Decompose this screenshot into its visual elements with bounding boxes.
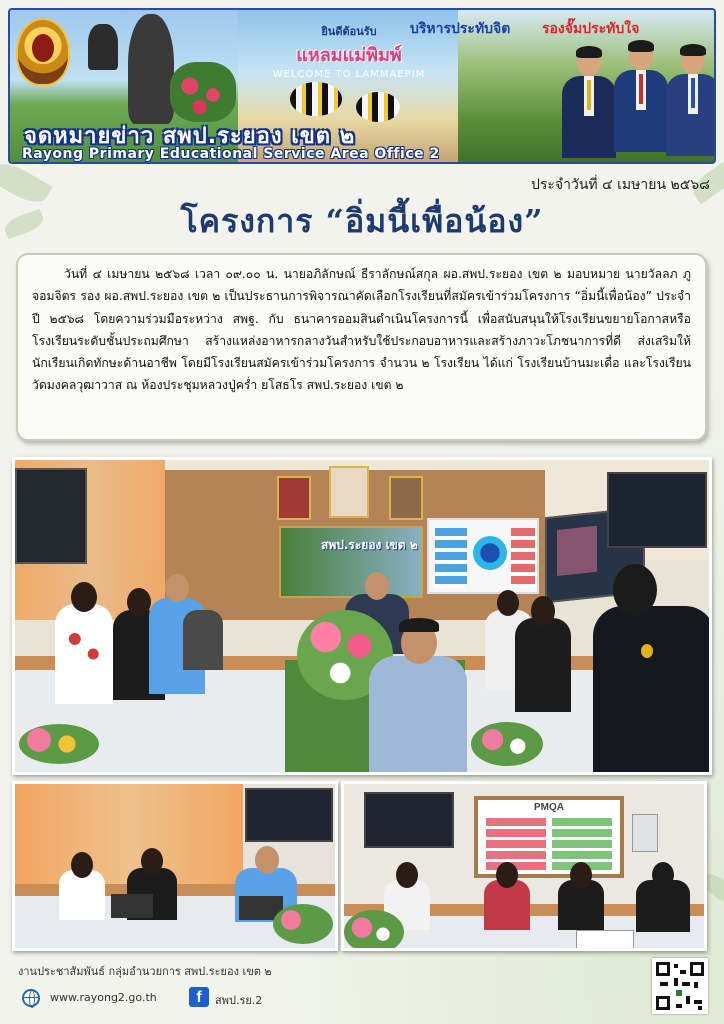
pmqa-board — [474, 796, 624, 878]
air-conditioner — [632, 814, 658, 852]
attendee — [558, 880, 604, 930]
slogan-right: รองจั๊มประทับใจ — [542, 21, 640, 37]
royal-portrait — [277, 476, 311, 520]
footer-credit: งานประชาสัมพันธ์ กลุ่มอำนวยการ สพป.ระยอง เขต ๒ — [18, 965, 272, 978]
article-body: วันที่ ๔ เมษายน ๒๕๖๘ เวลา ๐๙.๐๐ น. นายอภิลักษณ์ ธีราลักษณ์สกุล ผอ.สพป.ระยอง เขต ๒ มอบหมาย นายวัลลภ ภูจอมจิตร รอง ผอ.สพป.ระยอง เขต ๒ เป็นประธานการพิจารณาคัดเลือกโรงเรียนที่สมัครเข้าร่วมโครงการ “อิ่มนี้เพื่อน้อง” ประจำปี ๒๕๖๘ โดยความร่วมมือระหว่าง สพฐ. กับ ธนาคารออมสินดำเนินโครงการนี้ เพื่อสนับสนุนให้โรงเรียนขยายโอกาสหรือโรงเรียนระดับชั้นประถมศึกษา สร้างแหล่งอาหารกลางวันสำหรับใช้ประกอบอาหารและสร้างภาวะโภชนาการที่ดี ส่งเสริมให้นักเรียนเกิดทักษะด้านอาชีพ โดยมีโรงเรียนสมัครเข้าร่วมโครงการ จำนวน ๒ โรงเรียน ได้แก่ โรงเรียนบ้านมะเดื่อ และโรงเรียนวัดมงคลวุฒาวาส ณ ห้องประชุมหลวงปู่คร่ำ ยโสธโร สพป.ระยอง เขต ๒ — [32, 267, 691, 393]
issue-date: ประจำวันที่ ๔ เมษายน ๒๕๖๘ — [531, 177, 710, 193]
fish-statue — [356, 92, 400, 122]
flower-arrangement — [344, 910, 404, 951]
newsletter-subtitle: Rayong Primary Educational Service Area Office 2 — [22, 146, 440, 162]
statue-image — [128, 14, 174, 124]
obec-emblem — [16, 18, 70, 86]
qr-code[interactable] — [652, 958, 708, 1014]
welcome-line-3: WELCOME TO LAMMAEPIM — [272, 69, 426, 80]
headline: โครงการ “อิ่มนี้เพื่อน้อง” — [180, 202, 544, 240]
attendee — [183, 610, 223, 670]
welcome-line-2: แหลมแม่พิมพ์ — [296, 45, 402, 66]
flower-arrangement — [471, 722, 543, 766]
monk-portrait — [329, 466, 369, 518]
statue-image — [88, 24, 118, 70]
executive-photo — [614, 42, 668, 152]
tv-screen — [364, 792, 454, 848]
flower-arrangement — [19, 724, 99, 764]
newsletter-title: จดหมายข่าว สพป.ระยอง เขต ๒ — [24, 124, 356, 149]
attendee — [55, 604, 113, 704]
tv-screen — [607, 472, 707, 548]
royal-portrait — [389, 476, 423, 520]
website-link[interactable]: www.rayong2.go.th — [50, 991, 157, 1004]
office-banner — [279, 526, 423, 598]
attendee-foreground — [593, 606, 712, 775]
meeting-photo-left — [12, 781, 338, 951]
attendee — [59, 870, 105, 920]
newsletter-header — [8, 8, 716, 164]
attendee — [515, 618, 571, 712]
vice-director — [369, 656, 467, 775]
welcome-line-1: ยินดีต้อนรับ — [321, 25, 377, 38]
attendee — [636, 880, 690, 932]
tv-screen — [245, 788, 333, 842]
attendee — [484, 880, 530, 930]
facebook-page-name[interactable]: สพป.รย.2 — [215, 994, 263, 1007]
fish-statue — [290, 82, 342, 116]
article-card — [16, 253, 707, 441]
tv-screen-left — [15, 468, 87, 564]
pmqa-label: PMQA — [534, 802, 564, 813]
flowers-image — [170, 62, 236, 122]
executive-photo — [666, 46, 716, 156]
executive-photo — [562, 48, 616, 158]
flower-arrangement — [273, 904, 333, 944]
laptop — [111, 894, 153, 918]
meeting-photo-right — [341, 781, 707, 951]
meeting-photo-main — [12, 457, 712, 775]
globe-icon — [22, 989, 40, 1007]
slogan-left: บริหารประทับจิต — [410, 21, 511, 37]
banner-text: สพป.ระยอง เขต ๒ — [321, 538, 418, 552]
laptop — [576, 930, 634, 951]
presentation-board — [427, 518, 539, 594]
facebook-icon[interactable]: f — [189, 987, 209, 1007]
